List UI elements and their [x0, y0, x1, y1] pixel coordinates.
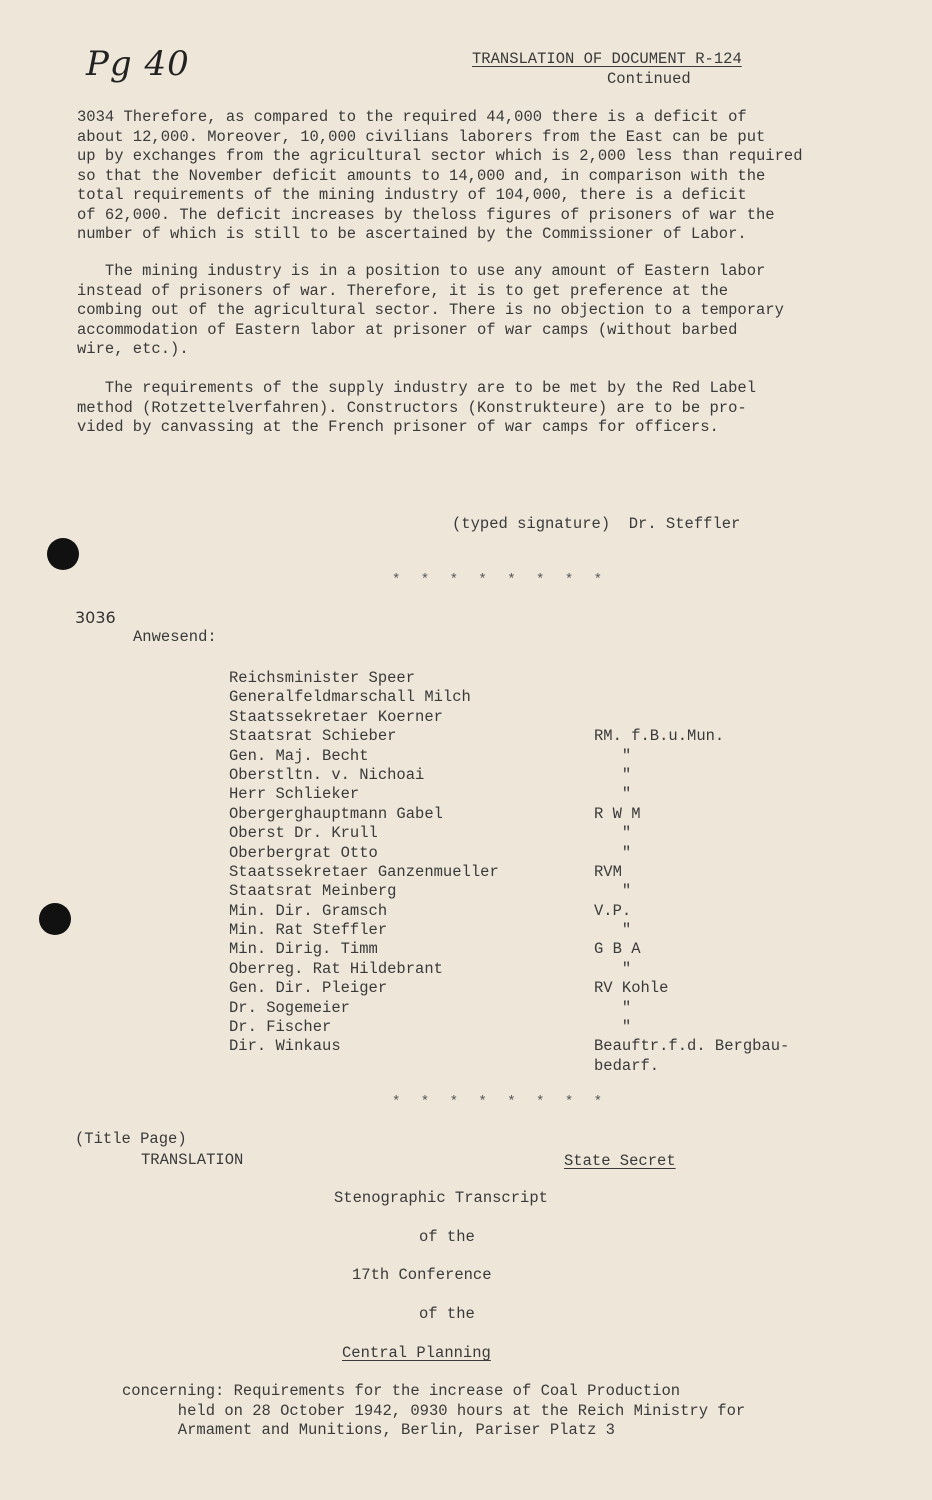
attendee-name: Oberbergrat Otto [229, 843, 378, 862]
anwesend-label: Anwesend: [133, 628, 217, 646]
attendee-name: Obergerghauptmann Gabel [229, 804, 443, 823]
paragraph-3 [77, 379, 756, 438]
paragraph-line: about 12,000. Moreover, 10,000 civilians laborers from the East can be put [77, 127, 766, 146]
attendee-name: Generalfeldmarschall Milch [229, 688, 471, 707]
title-line: 17th Conference [352, 1266, 492, 1284]
attendee-affiliation: " [594, 1018, 632, 1037]
concerning-line: concerning: Requirements for the increase of Coal Production [122, 1382, 681, 1400]
paragraph-line: up by exchanges from the agricultural sector which is 2,000 less than required [77, 147, 803, 165]
attendee-name: Gen. Dir. Pleiger [229, 979, 388, 998]
paragraph-line: combing out of the agricultural sector. There is no objection to a temporary [77, 301, 784, 319]
attendee-affiliation: RVM [594, 862, 622, 881]
attendees-list [229, 669, 499, 1057]
header-title: TRANSLATION OF DOCUMENT R-124 [472, 50, 742, 68]
separator-stars: * * * * * * * * [392, 572, 609, 588]
concerning-block [122, 1382, 745, 1441]
paragraph-line: The mining industry is in a position to use any amount of Eastern labor [77, 262, 766, 280]
punch-hole-top [47, 538, 79, 570]
attendee-name: Min. Dir. Gramsch [229, 901, 388, 920]
attendee-affiliation: " [594, 843, 632, 862]
paragraph-line: 3034 Therefore, as compared to the required 44,000 there is a deficit of [77, 108, 747, 126]
title-line: of the [419, 1228, 475, 1246]
punch-hole-bottom [39, 903, 71, 935]
paragraph-line: accommodation of Eastern labor at prisoner of war camps (without barbed [77, 320, 738, 339]
attendee-affiliation: " [594, 882, 632, 901]
attendee-name: Staatsrat Schieber [229, 727, 397, 746]
attendee-affiliation [594, 669, 789, 688]
paragraph-line: of 62,000. The deficit increases by theloss figures of prisoners of war the [77, 205, 775, 224]
handwritten-page-mark: Pg 40 [86, 44, 190, 84]
attendee-affiliation: Beauftr.f.d. Bergbau- [594, 1037, 790, 1056]
attendee-affiliation: " [594, 785, 632, 804]
classification-label: State Secret [564, 1152, 676, 1170]
paragraph-line: method (Rotzettelverfahren). Constructors (Konstrukteure) are to be pro- [77, 398, 747, 417]
page-number: 3036 [75, 608, 116, 627]
attendee-name: Dir. Winkaus [229, 1037, 341, 1056]
attendee-affiliation: " [594, 998, 632, 1017]
attendee-affiliation: V.P. [594, 901, 632, 920]
attendee-affiliation: G B A [594, 940, 641, 959]
paragraph-line: The requirements of the supply industry are to be met by the Red Label [77, 379, 757, 397]
concerning-line: Armament and Munitions, Berlin, Pariser Platz 3 [122, 1421, 615, 1439]
attendee-name: Dr. Sogemeier [229, 998, 350, 1017]
attendee-affiliation: " [594, 959, 632, 978]
attendee-name: Oberstltn. v. Nichoai [229, 765, 425, 784]
title-line: Stenographic Transcript [334, 1189, 548, 1207]
attendee-affiliation: " [594, 824, 632, 843]
attendee-affiliation: " [594, 765, 632, 784]
translation-label: TRANSLATION [141, 1151, 244, 1169]
attendee-name: Oberst Dr. Krull [229, 824, 378, 843]
paragraph-line: vided by canvassing at the French prisoner of war camps for officers. [77, 418, 719, 436]
affiliations-list [594, 669, 789, 1076]
attendee-name: Staatsrat Meinberg [229, 882, 397, 901]
concerning-line: held on 28 October 1942, 0930 hours at the Reich Ministry for [122, 1401, 746, 1420]
attendee-name: Dr. Fischer [229, 1018, 332, 1037]
title-line: of the [419, 1305, 475, 1323]
attendee-affiliation: " [594, 921, 632, 940]
paragraph-2 [77, 262, 784, 360]
attendee-affiliation [594, 708, 789, 727]
attendee-name: Oberreg. Rat Hildebrant [229, 959, 443, 978]
paragraph-line: so that the November deficit amounts to 14,000 and, in comparison with the [77, 166, 766, 185]
attendee-affiliation-continued: bedarf. [594, 1056, 660, 1075]
attendee-name: Reichsminister Speer [229, 669, 416, 687]
paragraph-line: total requirements of the mining industry of 104,000, there is a deficit [77, 186, 747, 204]
typed-signature: (typed signature) Dr. Steffler [452, 515, 741, 533]
attendee-name: Staatssekretaer Koerner [229, 707, 443, 726]
attendee-affiliation: R W M [594, 804, 641, 823]
attendee-name: Staatssekretaer Ganzenmueller [229, 862, 499, 881]
attendee-name: Min. Dirig. Timm [229, 940, 378, 959]
attendee-name: Herr Schlieker [229, 785, 360, 804]
title-line: Central Planning [342, 1344, 491, 1362]
attendee-affiliation: " [594, 746, 632, 765]
paragraph-line: number of which is still to be ascertained by the Commissioner of Labor. [77, 225, 747, 243]
attendee-name: Gen. Maj. Becht [229, 746, 369, 765]
separator-stars: * * * * * * * * [392, 1094, 609, 1110]
title-page-label: (Title Page) [75, 1130, 187, 1148]
attendee-affiliation: RM. f.B.u.Mun. [594, 727, 725, 746]
paragraph-1 [77, 108, 803, 245]
attendee-affiliation [594, 688, 789, 707]
attendee-name: Min. Rat Steffler [229, 921, 388, 940]
header-continued: Continued [607, 70, 691, 88]
attendee-affiliation: RV Kohle [594, 979, 669, 998]
paragraph-line: wire, etc.). [77, 340, 189, 358]
paragraph-line: instead of prisoners of war. Therefore, it is to get preference at the [77, 281, 729, 300]
